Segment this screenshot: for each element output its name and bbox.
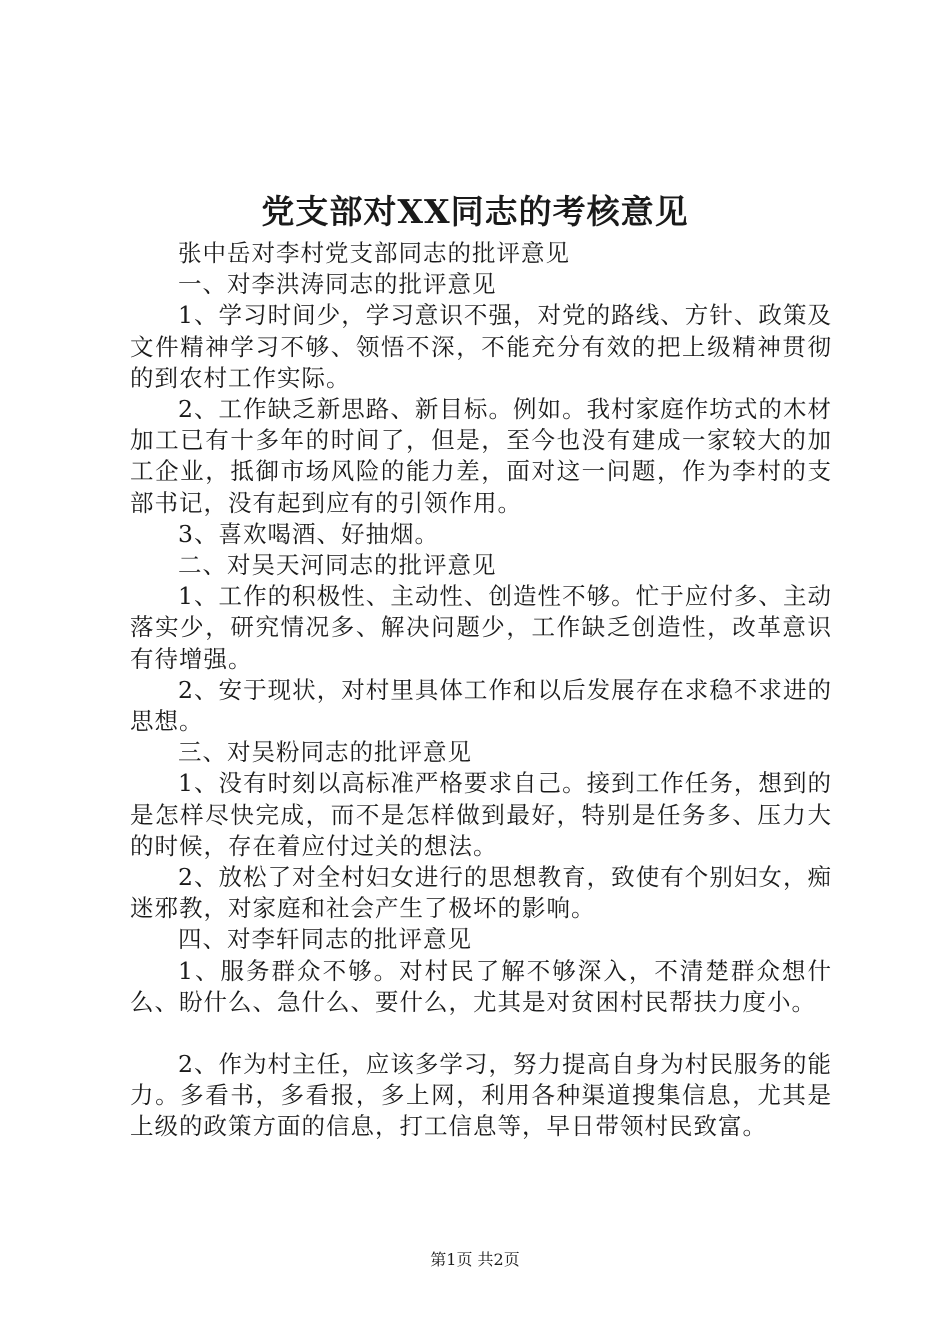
paragraph: 1、工作的积极性、主动性、创造性不够。忙于应付多、主动落实少，研究情况多、解决问题少，工作缺乏创造性，改革意识有待增强。 [130, 582, 832, 673]
paragraph: 2、作为村主任，应该多学习，努力提高自身为村民服务的能力。多看书，多看报，多上网，利用各种渠道搜集信息，尤其是上级的政策方面的信息，打工信息等，早日带领村民致富。 [130, 1050, 832, 1141]
section-heading: 二、对吴天河同志的批评意见 [178, 551, 497, 580]
paragraph-heading: 张中岳对李村党支部同志的批评意见 [178, 239, 570, 267]
paragraph: 1、学习时间少，学习意识不强，对党的路线、方针、政策及文件精神学习不够、领悟不深，不能充分有效的把上级精神贯彻的到农村工作实际。 [130, 301, 832, 392]
document-body [130, 238, 832, 1143]
section-heading: 一、对李洪涛同志的批评意见 [178, 270, 497, 299]
paragraph: 1、服务群众不够。对村民了解不够深入，不清楚群众想什么、盼什么、急什么、要什么，尤其是对贫困村民帮扶力度小。 [130, 956, 832, 1016]
document-title: 党支部对XX同志的考核意见 [261, 192, 689, 231]
paragraph: 2、安于现状，对村里具体工作和以后发展存在求稳不求进的思想。 [130, 675, 832, 736]
paragraph: 2、工作缺乏新思路、新目标。例如。我村家庭作坊式的木材加工已有十多年的时间了，但是，至今也没有建成一家较大的加工企业，抵御市场风险的能力差，面对这一问题，作为李村的支部书记，没有起到应有的引领作用。 [130, 395, 832, 517]
section-heading: 四、对李轩同志的批评意见 [178, 925, 472, 954]
paragraph: 1、没有时刻以高标准严格要求自己。接到工作任务，想到的是怎样尽快完成，而不是怎样做到最好，特别是任务多、压力大的时候，存在着应付过关的想法。 [130, 769, 832, 860]
paragraph: 3、喜欢喝酒、好抽烟。 [178, 519, 439, 548]
section-heading: 三、对吴粉同志的批评意见 [178, 738, 472, 767]
page-indicator: 第1页 共2页 [430, 1250, 520, 1269]
paragraph: 2、放松了对全村妇女进行的思想教育，致使有个别妇女，痴迷邪教，对家庭和社会产生了极坏的影响。 [130, 863, 832, 923]
